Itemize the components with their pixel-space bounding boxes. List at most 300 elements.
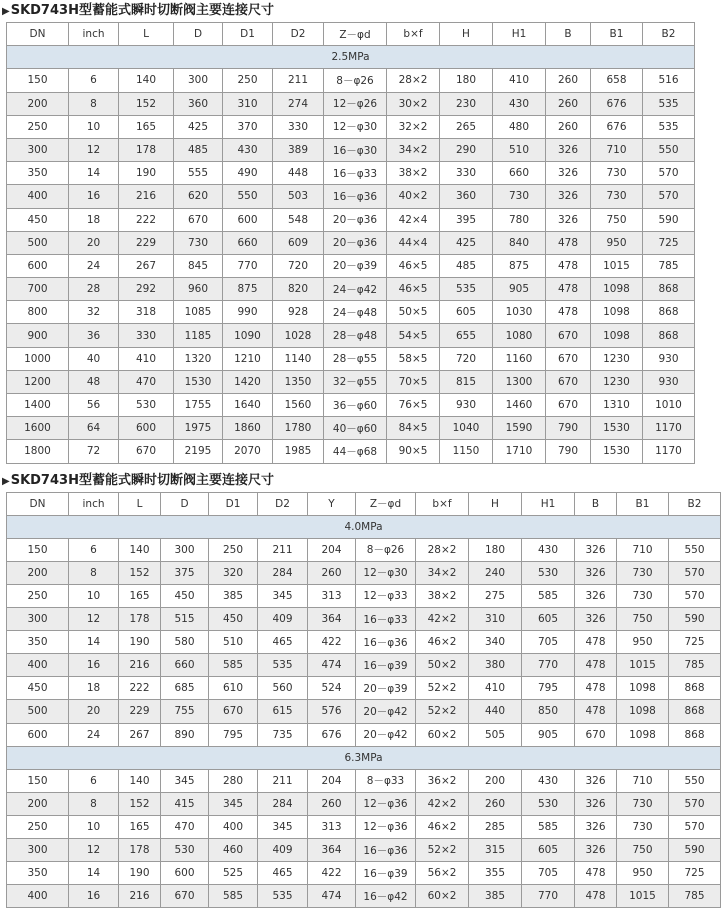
table-cell: 36 xyxy=(69,324,119,347)
table-cell: 14 xyxy=(69,162,119,185)
table-cell: 670 xyxy=(546,324,591,347)
table-cell: 868 xyxy=(669,723,721,746)
table-cell: 211 xyxy=(258,769,308,792)
column-header: D xyxy=(174,23,223,46)
table-cell: 6 xyxy=(69,69,119,92)
table-cell: 216 xyxy=(119,185,174,208)
table-cell: 1098 xyxy=(617,723,669,746)
table-cell: 550 xyxy=(669,769,721,792)
table-cell: 535 xyxy=(258,654,308,677)
table-cell: 48 xyxy=(69,370,119,393)
table-cell: 54×5 xyxy=(387,324,440,347)
table-cell: 1460 xyxy=(493,394,546,417)
table-cell: 820 xyxy=(273,278,324,301)
table-cell: 165 xyxy=(119,584,161,607)
table-cell: 478 xyxy=(575,700,617,723)
table-cell: 535 xyxy=(643,92,695,115)
table-cell: 76×5 xyxy=(387,394,440,417)
table-cell: 730 xyxy=(493,185,546,208)
table-cell: 478 xyxy=(575,885,617,908)
table-cell: 44－φ68 xyxy=(324,440,387,463)
table-row xyxy=(7,885,721,908)
table-cell: 364 xyxy=(308,608,356,631)
table-cell: 52×2 xyxy=(416,677,469,700)
table-cell: 260 xyxy=(308,792,356,815)
table-cell: 730 xyxy=(174,231,223,254)
table-cell: 260 xyxy=(308,561,356,584)
column-header: B1 xyxy=(591,23,643,46)
table-cell: 2070 xyxy=(223,440,273,463)
table-cell: 200 xyxy=(7,561,69,584)
table-cell: 525 xyxy=(209,862,258,885)
pressure-section-row xyxy=(7,46,695,69)
table-cell: 785 xyxy=(669,654,721,677)
table-cell: 660 xyxy=(493,162,546,185)
table-row xyxy=(7,417,695,440)
table-cell: 1560 xyxy=(273,394,324,417)
table-row xyxy=(7,608,721,631)
table-cell: 330 xyxy=(440,162,493,185)
table-cell: 570 xyxy=(669,584,721,607)
table-cell: 326 xyxy=(575,538,617,561)
table-cell: 326 xyxy=(546,138,591,161)
table-cell: 140 xyxy=(119,69,174,92)
table-cell: 24 xyxy=(69,723,119,746)
table-cell: 530 xyxy=(522,792,575,815)
table-cell: 409 xyxy=(258,838,308,861)
table-cell: 260 xyxy=(546,69,591,92)
table-cell: 1350 xyxy=(273,370,324,393)
table-cell: 930 xyxy=(643,347,695,370)
table-cell: 274 xyxy=(273,92,324,115)
table-cell: 216 xyxy=(119,654,161,677)
table-cell: 609 xyxy=(273,231,324,254)
table-cell: 474 xyxy=(308,654,356,677)
table-row xyxy=(7,231,695,254)
table-cell: 928 xyxy=(273,301,324,324)
table-cell: 670 xyxy=(161,885,209,908)
table-cell: 478 xyxy=(546,301,591,324)
table1-title xyxy=(0,0,700,22)
table-row xyxy=(7,815,721,838)
table-cell: 380 xyxy=(469,654,522,677)
table-cell: 465 xyxy=(258,631,308,654)
table-cell: 300 xyxy=(7,838,69,861)
table-cell: 20 xyxy=(69,700,119,723)
table-cell: 318 xyxy=(119,301,174,324)
table-cell: 46×5 xyxy=(387,254,440,277)
table-row xyxy=(7,301,695,324)
table-cell: 1530 xyxy=(591,417,643,440)
table-cell: 570 xyxy=(669,561,721,584)
table-cell: 875 xyxy=(223,278,273,301)
table-cell: 300 xyxy=(174,69,223,92)
table-cell: 90×5 xyxy=(387,440,440,463)
table-cell: 450 xyxy=(7,208,69,231)
table-cell: 1170 xyxy=(643,417,695,440)
table-cell: 1040 xyxy=(440,417,493,440)
table-cell: 660 xyxy=(161,654,209,677)
table-cell: 190 xyxy=(119,631,161,654)
table-cell: 250 xyxy=(223,69,273,92)
table-cell: 150 xyxy=(7,69,69,92)
table-cell: 326 xyxy=(575,608,617,631)
table-cell: 590 xyxy=(669,608,721,631)
table-cell: 12 xyxy=(69,608,119,631)
table-cell: 503 xyxy=(273,185,324,208)
table-cell: 905 xyxy=(522,723,575,746)
table-cell: 12－φ36 xyxy=(356,792,416,815)
table-cell: 425 xyxy=(174,115,223,138)
table-cell: 530 xyxy=(119,394,174,417)
table-cell: 875 xyxy=(493,254,546,277)
table-cell: 570 xyxy=(643,185,695,208)
table-cell: 1085 xyxy=(174,301,223,324)
table-row xyxy=(7,324,695,347)
table-cell: 240 xyxy=(469,561,522,584)
table-cell: 868 xyxy=(643,301,695,324)
table-cell: 360 xyxy=(440,185,493,208)
table-cell: 200 xyxy=(7,92,69,115)
table-cell: 16－φ36 xyxy=(356,631,416,654)
table-cell: 415 xyxy=(161,792,209,815)
table-cell: 284 xyxy=(258,561,308,584)
table-cell: 730 xyxy=(617,584,669,607)
table-cell: 845 xyxy=(174,254,223,277)
column-header: DN xyxy=(7,23,69,46)
table-cell: 409 xyxy=(258,608,308,631)
table-cell: 370 xyxy=(223,115,273,138)
table-cell: 605 xyxy=(522,608,575,631)
table-cell: 410 xyxy=(119,347,174,370)
table-cell: 50×5 xyxy=(387,301,440,324)
table-cell: 600 xyxy=(223,208,273,231)
table-row xyxy=(7,584,721,607)
table-cell: 313 xyxy=(308,584,356,607)
column-header: b×f xyxy=(416,492,469,515)
table-cell: 1185 xyxy=(174,324,223,347)
table-cell: 364 xyxy=(308,838,356,861)
table-cell: 550 xyxy=(669,538,721,561)
table-cell: 550 xyxy=(223,185,273,208)
table-cell: 326 xyxy=(575,561,617,584)
table-cell: 326 xyxy=(575,769,617,792)
table-cell: 12－φ36 xyxy=(356,815,416,838)
table-cell: 930 xyxy=(440,394,493,417)
table-cell: 14 xyxy=(69,862,119,885)
table-cell: 570 xyxy=(669,815,721,838)
table-cell: 850 xyxy=(522,700,575,723)
table-cell: 478 xyxy=(546,254,591,277)
table-cell: 700 xyxy=(7,278,69,301)
column-header: B2 xyxy=(643,23,695,46)
table-cell: 1590 xyxy=(493,417,546,440)
table-cell: 600 xyxy=(161,862,209,885)
table-cell: 16－φ39 xyxy=(356,654,416,677)
table-cell: 750 xyxy=(591,208,643,231)
table-cell: 1030 xyxy=(493,301,546,324)
table-cell: 535 xyxy=(440,278,493,301)
table-cell: 410 xyxy=(493,69,546,92)
table-cell: 10 xyxy=(69,815,119,838)
table-cell: 178 xyxy=(119,138,174,161)
table-cell: 1600 xyxy=(7,417,69,440)
column-header: inch xyxy=(69,492,119,515)
table-row xyxy=(7,394,695,417)
table-cell: 267 xyxy=(119,254,174,277)
table-cell: 389 xyxy=(273,138,324,161)
table-cell: 250 xyxy=(7,815,69,838)
table-cell: 152 xyxy=(119,792,161,815)
table-cell: 350 xyxy=(7,862,69,885)
table-cell: 670 xyxy=(174,208,223,231)
table-row xyxy=(7,677,721,700)
table2-title-text: SKD743H型蓄能式瞬时切断阀主要连接尺寸 xyxy=(10,472,274,488)
table-cell: 310 xyxy=(469,608,522,631)
table-cell: 375 xyxy=(161,561,209,584)
column-header: L xyxy=(119,23,174,46)
table-row xyxy=(7,561,721,584)
table-cell: 350 xyxy=(7,162,69,185)
table-row xyxy=(7,69,695,92)
table-cell: 868 xyxy=(643,278,695,301)
table-cell: 505 xyxy=(469,723,522,746)
table-cell: 1420 xyxy=(223,370,273,393)
table-cell: 385 xyxy=(209,584,258,607)
table-cell: 478 xyxy=(546,231,591,254)
table-cell: 8－φ33 xyxy=(356,769,416,792)
table-cell: 590 xyxy=(669,838,721,861)
column-header: Z－φd xyxy=(324,23,387,46)
table-row xyxy=(7,92,695,115)
table-cell: 524 xyxy=(308,677,356,700)
table-cell: 84×5 xyxy=(387,417,440,440)
table-cell: 326 xyxy=(575,838,617,861)
column-header: H1 xyxy=(493,23,546,46)
table-cell: 478 xyxy=(575,631,617,654)
table-cell: 250 xyxy=(7,584,69,607)
table-cell: 12 xyxy=(69,838,119,861)
table-cell: 1098 xyxy=(591,301,643,324)
table-cell: 1028 xyxy=(273,324,324,347)
table-cell: 284 xyxy=(258,792,308,815)
table-cell: 1015 xyxy=(591,254,643,277)
column-header: Y xyxy=(308,492,356,515)
table-cell: 229 xyxy=(119,231,174,254)
table-cell: 600 xyxy=(119,417,174,440)
table-cell: 40 xyxy=(69,347,119,370)
table-cell: 28×2 xyxy=(416,538,469,561)
table-cell: 326 xyxy=(546,208,591,231)
table-cell: 56×2 xyxy=(416,862,469,885)
table-cell: 320 xyxy=(209,561,258,584)
table-cell: 515 xyxy=(161,608,209,631)
table-cell: 178 xyxy=(119,608,161,631)
table-cell: 152 xyxy=(119,561,161,584)
table-cell: 300 xyxy=(7,608,69,631)
table-cell: 576 xyxy=(308,700,356,723)
table-cell: 535 xyxy=(258,885,308,908)
table-cell: 422 xyxy=(308,631,356,654)
table-cell: 360 xyxy=(174,92,223,115)
table-cell: 340 xyxy=(469,631,522,654)
table-cell: 44×4 xyxy=(387,231,440,254)
table-cell: 670 xyxy=(546,394,591,417)
table-cell: 425 xyxy=(440,231,493,254)
table-cell: 795 xyxy=(522,677,575,700)
table-row xyxy=(7,654,721,677)
table-cell: 770 xyxy=(522,885,575,908)
table-cell: 56 xyxy=(69,394,119,417)
table-cell: 38×2 xyxy=(416,584,469,607)
table-cell: 38×2 xyxy=(387,162,440,185)
table-cell: 190 xyxy=(119,162,174,185)
table-cell: 670 xyxy=(546,347,591,370)
table-cell: 64 xyxy=(69,417,119,440)
table-cell: 8－φ26 xyxy=(324,69,387,92)
table-cell: 260 xyxy=(546,92,591,115)
table-cell: 1015 xyxy=(617,654,669,677)
table-cell: 400 xyxy=(7,654,69,677)
table-row xyxy=(7,347,695,370)
table-cell: 725 xyxy=(669,631,721,654)
table-cell: 14 xyxy=(69,631,119,654)
table-cell: 735 xyxy=(258,723,308,746)
table-cell: 8 xyxy=(69,92,119,115)
table-cell: 1800 xyxy=(7,440,69,463)
table-cell: 20－φ42 xyxy=(356,700,416,723)
triangle-marker-icon: ▶ xyxy=(2,6,10,17)
table-cell: 770 xyxy=(522,654,575,677)
table-cell: 165 xyxy=(119,115,174,138)
table-cell: 790 xyxy=(546,417,591,440)
table-cell: 16－φ33 xyxy=(324,162,387,185)
table-cell: 1985 xyxy=(273,440,324,463)
table-cell: 165 xyxy=(119,815,161,838)
table-cell: 24 xyxy=(69,254,119,277)
table-cell: 12－φ33 xyxy=(356,584,416,607)
table-cell: 150 xyxy=(7,769,69,792)
table-cell: 16－φ30 xyxy=(324,138,387,161)
table-cell: 1140 xyxy=(273,347,324,370)
column-header: B xyxy=(575,492,617,515)
table-cell: 610 xyxy=(209,677,258,700)
table-cell: 470 xyxy=(119,370,174,393)
table-cell: 530 xyxy=(522,561,575,584)
table-cell: 1320 xyxy=(174,347,223,370)
table-cell: 1200 xyxy=(7,370,69,393)
table-cell: 430 xyxy=(223,138,273,161)
table-row xyxy=(7,370,695,393)
table-cell: 705 xyxy=(522,631,575,654)
table-cell: 310 xyxy=(223,92,273,115)
table-cell: 448 xyxy=(273,162,324,185)
table-cell: 750 xyxy=(617,608,669,631)
table-cell: 290 xyxy=(440,138,493,161)
table-cell: 140 xyxy=(119,538,161,561)
table-cell: 950 xyxy=(617,862,669,885)
table-cell: 200 xyxy=(7,792,69,815)
table-cell: 52×2 xyxy=(416,838,469,861)
table-cell: 2195 xyxy=(174,440,223,463)
table-cell: 1010 xyxy=(643,394,695,417)
table-cell: 326 xyxy=(546,162,591,185)
table-row xyxy=(7,115,695,138)
table-cell: 548 xyxy=(273,208,324,231)
table-cell: 478 xyxy=(575,862,617,885)
table-cell: 32 xyxy=(69,301,119,324)
table-cell: 40×2 xyxy=(387,185,440,208)
table-cell: 730 xyxy=(591,162,643,185)
table-cell: 16 xyxy=(69,185,119,208)
table-cell: 570 xyxy=(669,792,721,815)
table-cell: 620 xyxy=(174,185,223,208)
table-cell: 685 xyxy=(161,677,209,700)
table-cell: 345 xyxy=(209,792,258,815)
table-cell: 1160 xyxy=(493,347,546,370)
table-cell: 950 xyxy=(617,631,669,654)
table-cell: 730 xyxy=(617,561,669,584)
table-cell: 72 xyxy=(69,440,119,463)
table-cell: 550 xyxy=(643,138,695,161)
table-cell: 535 xyxy=(643,115,695,138)
table-cell: 34×2 xyxy=(416,561,469,584)
table-cell: 326 xyxy=(546,185,591,208)
table-cell: 32－φ55 xyxy=(324,370,387,393)
table-cell: 292 xyxy=(119,278,174,301)
table-cell: 960 xyxy=(174,278,223,301)
table-cell: 12－φ30 xyxy=(356,561,416,584)
header-row xyxy=(7,23,695,46)
table-cell: 280 xyxy=(209,769,258,792)
table-cell: 750 xyxy=(617,838,669,861)
table-cell: 400 xyxy=(7,885,69,908)
table-cell: 410 xyxy=(469,677,522,700)
table-cell: 755 xyxy=(161,700,209,723)
column-header: B2 xyxy=(669,492,721,515)
table-cell: 585 xyxy=(522,584,575,607)
triangle-marker-icon: ▶ xyxy=(2,475,10,487)
table-cell: 20 xyxy=(69,231,119,254)
table-cell: 730 xyxy=(617,792,669,815)
column-header: D1 xyxy=(223,23,273,46)
table-cell: 326 xyxy=(575,815,617,838)
table-row xyxy=(7,769,721,792)
pressure-rating-label: 6.3MPa xyxy=(7,746,721,769)
table-cell: 150 xyxy=(7,538,69,561)
table-cell: 1098 xyxy=(617,700,669,723)
table-cell: 1710 xyxy=(493,440,546,463)
table-cell: 485 xyxy=(440,254,493,277)
table-cell: 1015 xyxy=(617,885,669,908)
table-cell: 16－φ36 xyxy=(356,838,416,861)
table-cell: 1098 xyxy=(591,324,643,347)
table-cell: 615 xyxy=(258,700,308,723)
table-row xyxy=(7,862,721,885)
table-cell: 265 xyxy=(440,115,493,138)
table-row xyxy=(7,538,721,561)
table-cell: 1640 xyxy=(223,394,273,417)
pressure-section-row xyxy=(7,515,721,538)
column-header: D2 xyxy=(258,492,308,515)
table-cell: 590 xyxy=(643,208,695,231)
table-cell: 46×5 xyxy=(387,278,440,301)
table-cell: 230 xyxy=(440,92,493,115)
table-cell: 326 xyxy=(575,792,617,815)
table-cell: 725 xyxy=(669,862,721,885)
pressure-section-row xyxy=(7,746,721,769)
table-cell: 16－φ42 xyxy=(356,885,416,908)
